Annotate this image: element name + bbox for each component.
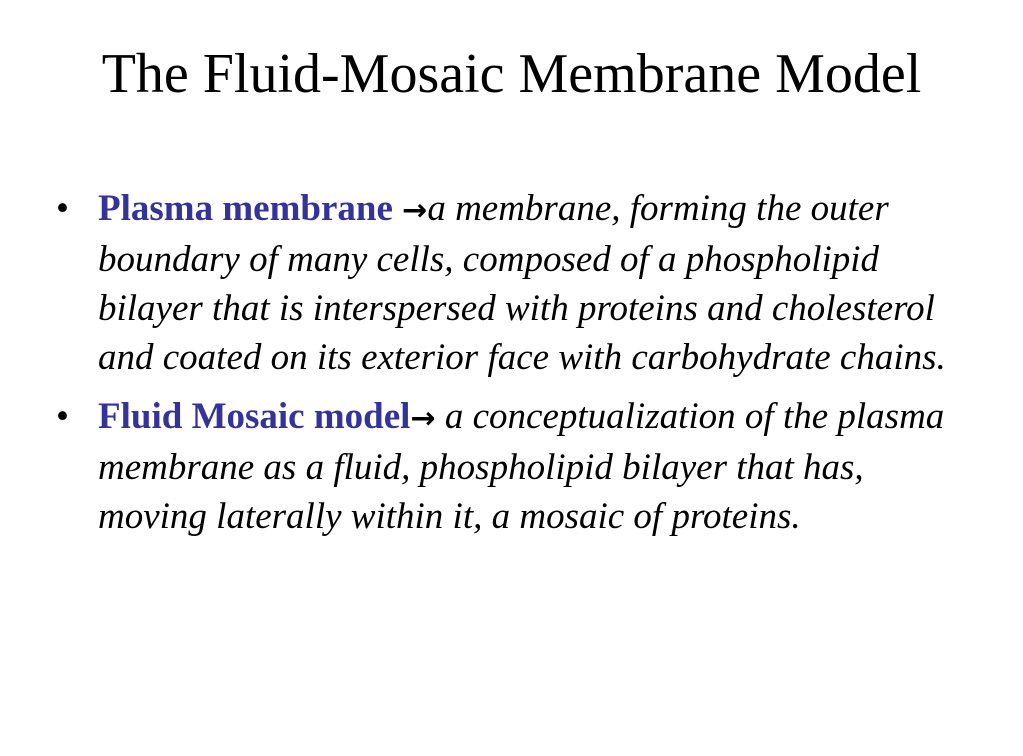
bullet-marker: • (56, 188, 69, 229)
right-arrow-icon: → (410, 401, 436, 436)
bullet-fluid-mosaic-model (56, 392, 966, 541)
definition-plasma-membrane: a membrane, forming the outer boundary of many cells, composed of a phospholipid bilayer that is interspersed with proteins and cholesterol and coated on its exterior face with carbohydrate chains. (98, 188, 946, 378)
bullet-plasma-membrane (56, 184, 966, 382)
term-plasma-membrane: Plasma membrane (98, 188, 403, 229)
bullet-marker: • (56, 396, 69, 437)
bullet-list (56, 184, 966, 551)
slide-title: The Fluid-Mosaic Membrane Model (101, 43, 922, 105)
definition-fluid-mosaic-model: a conceptualization of the plasma membrane as a fluid, phospholipid bilayer that has, moving laterally within it, a mosaic of proteins. (98, 396, 945, 537)
right-arrow-icon: → (402, 193, 428, 228)
term-fluid-mosaic-model: Fluid Mosaic model (98, 396, 411, 437)
